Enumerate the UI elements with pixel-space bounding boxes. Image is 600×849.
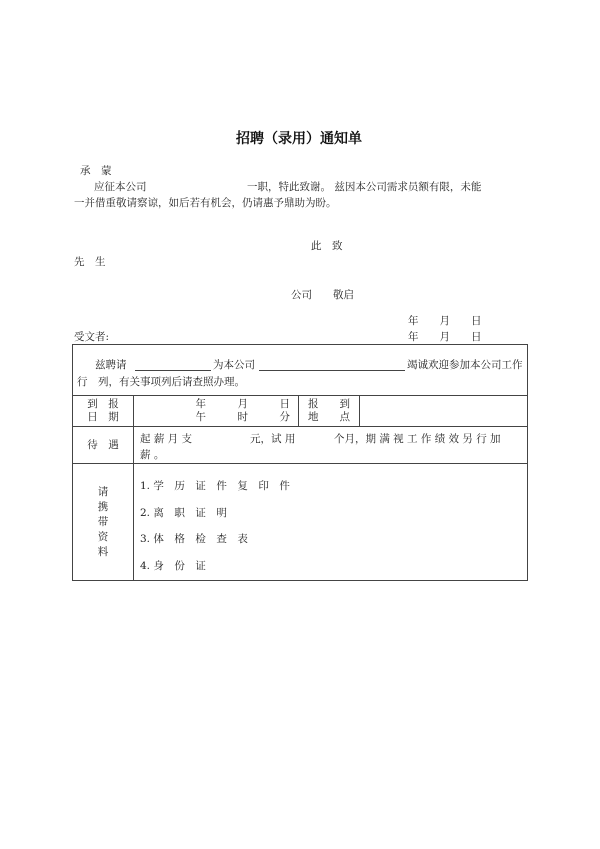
notice-table: [72, 344, 528, 581]
name-blank: [135, 370, 211, 371]
document-title: 招聘（录用）通知单: [236, 131, 362, 147]
date-line-2: 年 月 日: [408, 331, 482, 343]
position-blank: [259, 370, 405, 371]
materials-row: [73, 464, 528, 581]
treatment-label: 待 遇: [87, 438, 119, 451]
materials-label: 请 携 带 资 料: [97, 485, 109, 558]
notice-line-1a: 应征本公司: [94, 181, 147, 193]
treatment-line-1c: 个月，期 满 视 工 作 绩 效 另 行 加: [334, 433, 501, 445]
report-place-label: 报 到 地 点: [308, 398, 350, 423]
treatment-line-2: 薪 。: [140, 449, 165, 461]
report-date-value: 年 月 日 午 时 分: [195, 398, 290, 423]
notice-line-1b: 一职，特此致谢。 兹因本公司需求员额有限，未能: [247, 181, 482, 193]
intro-a: 兹聘请: [95, 359, 127, 371]
treatment-line-1b: 元，试 用: [250, 433, 296, 445]
report-row: [73, 396, 528, 427]
treatment-line-1a: 起 薪 月 支: [140, 433, 193, 445]
materials-item: 4. 身 份 证: [140, 560, 206, 572]
report-date-label: 到 报 日 期: [87, 398, 119, 423]
materials-item: 3. 体 格 检 查 表: [140, 533, 248, 545]
intro-c: 竭诚欢迎参加本公司工作: [407, 359, 523, 371]
closing-cizhi: 此 致: [311, 240, 343, 252]
intro-b: 为本公司: [213, 359, 255, 371]
report-place-value: [360, 396, 528, 427]
intro-row: [73, 345, 528, 396]
treatment-row: [73, 427, 528, 464]
date-line-1: 年 月 日: [408, 315, 482, 327]
intro-line-2: 行 列，有关事项列后请查照办理。: [77, 376, 245, 388]
materials-item: 2. 离 职 证 明: [140, 507, 227, 519]
materials-item: 1. 学 历 证 件 复 印 件: [140, 480, 290, 492]
company-signature: 公司 敬启: [291, 289, 354, 301]
notice-line-2: 一并借重敬请察谅，如后若有机会，仍请惠予鼎助为盼。: [74, 197, 337, 209]
addressee: 先 生: [74, 256, 106, 268]
recipient-label: 受文者:: [74, 331, 110, 343]
greeting: 承 蒙: [80, 165, 112, 177]
